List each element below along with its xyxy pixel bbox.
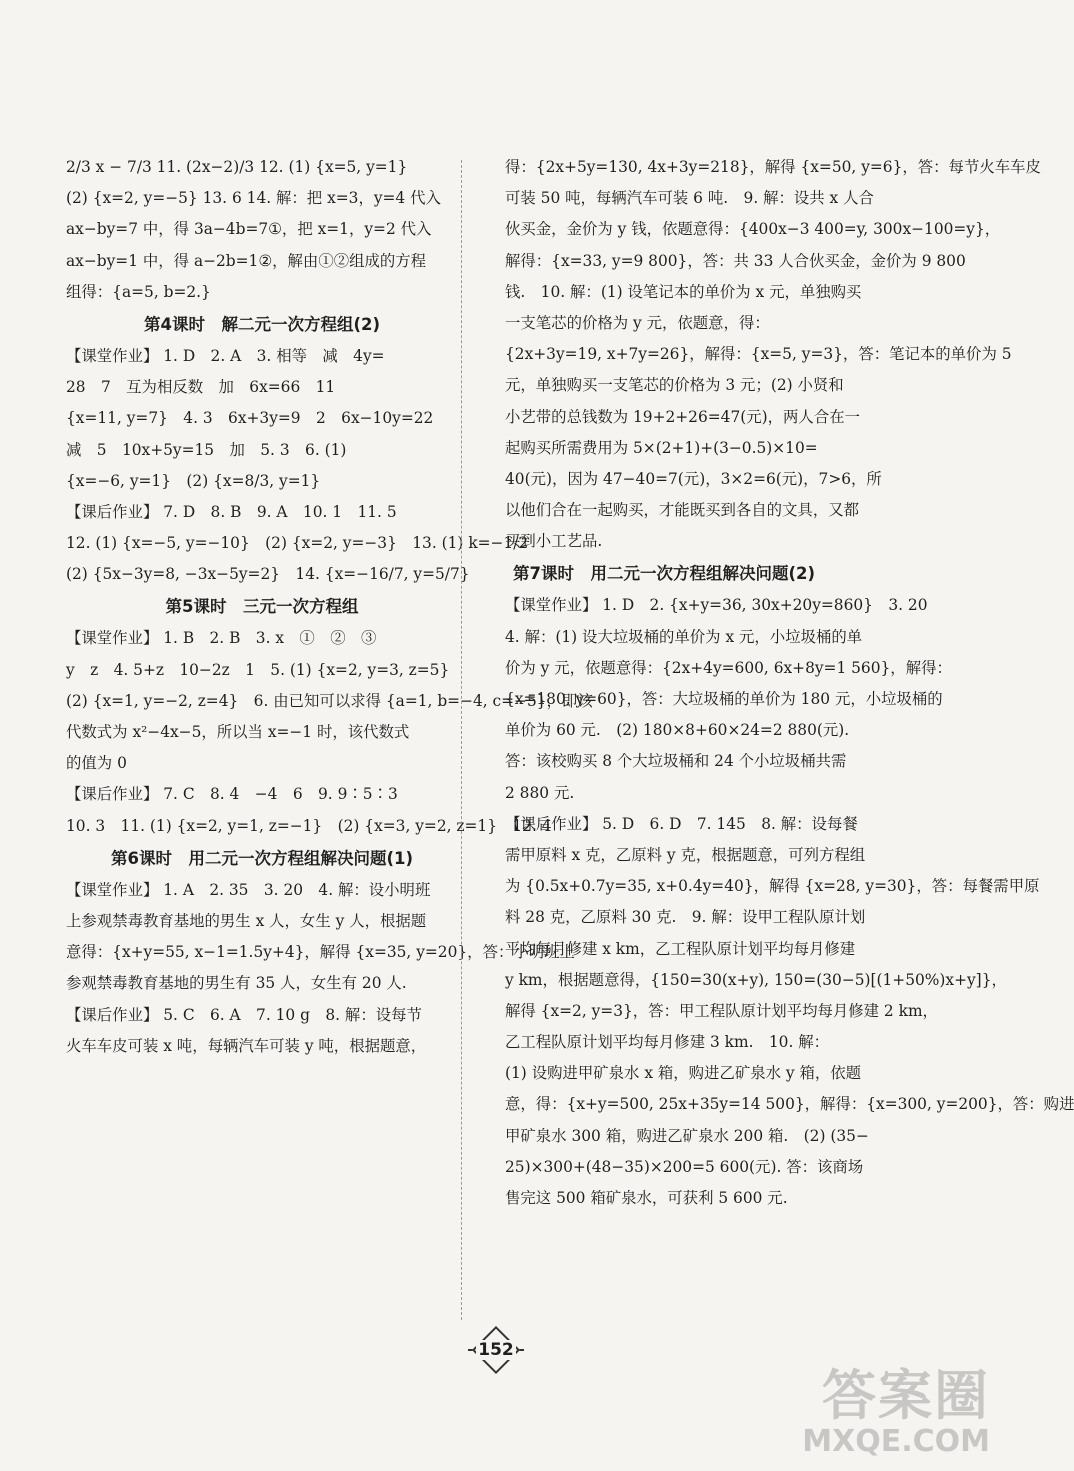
- text-line: 单价为 60 元. (2) 180×8+60×24=2 880(元).: [505, 721, 850, 740]
- text-line: 28 7 互为相反数 加 6x=66 11: [66, 378, 336, 397]
- text-line: 上参观禁毒教育基地的男生 x 人，女生 y 人，根据题: [66, 911, 427, 930]
- text-line: 4. 解：(1) 设大垃圾桶的单价为 x 元，小垃圾桶的单: [505, 627, 863, 646]
- text-line: 乙工程队原计划平均每月修建 3 km. 10. 解：: [505, 1033, 830, 1052]
- text-line: 元，单独购买一支笔芯的价格为 3 元；(2) 小贤和: [505, 376, 844, 395]
- lesson-6-body: [66, 875, 575, 1062]
- text-line: 【课堂作业】 1. D 2. {x+y=36, 30x+20y=860} 3. 20: [505, 596, 928, 615]
- watermark-text: 答案圈: [822, 1364, 990, 1427]
- right-column: [505, 152, 1074, 1214]
- lesson-4-body: [66, 341, 529, 591]
- text-line: 2/3 x − 7/3 11. (2x−2)/3 12. (1) {x=5, y=1}: [66, 158, 408, 176]
- lesson-7-heading: 第7课时 用二元一次方程组解决问题(2): [513, 564, 816, 584]
- text-line: 解得 {x=2, y=3}，答：甲工程队原计划平均每月修建 2 km，: [505, 1001, 938, 1020]
- text-line: (2) {x=2, y=−5} 13. 6 14. 解：把 x=3，y=4 代入: [66, 189, 441, 208]
- right-intro: [505, 152, 1041, 557]
- text-line: {x=−6, y=1} (2) {x=8/3, y=1}: [66, 471, 321, 490]
- text-line: {2x+3y=19, x+7y=26}，解得：{x=5, y=3}，答：笔记本的单价为 5: [505, 345, 1012, 364]
- text-line: 答：该校购买 8 个大垃圾桶和 24 个小垃圾桶共需: [505, 752, 847, 771]
- text-line: 【课堂作业】 1. B 2. B 3. x ① ② ③: [66, 629, 377, 648]
- text-line: 解得：{x=33, y=9 800}，答：共 33 人合伙买金，金价为 9 800: [505, 251, 966, 270]
- page-number-badge: [468, 1330, 524, 1370]
- text-line: 售完这 500 箱矿泉水，可获利 5 600 元.: [505, 1189, 788, 1207]
- text-line: 意得：{x+y=55, x−1=1.5y+4}，解得 {x=35, y=20}，答：小明班上: [66, 943, 575, 962]
- text-line: 10. 3 11. (1) {x=2, y=1, z=−1} (2) {x=3, y=2, z=1} 12. 4: [66, 816, 552, 835]
- text-line: 小艺带的总钱数为 19+2+26=47(元)，两人合在一: [505, 407, 860, 426]
- text-line: 减 5 10x+5y=15 加 5. 3 6. (1): [66, 440, 347, 459]
- text-line: 火车车皮可装 x 吨，每辆汽车可装 y 吨，根据题意，: [66, 1036, 427, 1055]
- text-line: 为 {0.5x+0.7y=35, x+0.4y=40}，解得 {x=28, y=30}，答：每餐需甲原: [505, 877, 1040, 896]
- left-intro: [66, 152, 458, 308]
- lesson-5-heading: 第5课时 三元一次方程组: [165, 597, 359, 617]
- text-line: 参观禁毒教育基地的男生有 35 人，女生有 20 人.: [66, 974, 407, 993]
- text-line: 【课后作业】 5. D 6. D 7. 145 8. 解：设每餐: [505, 814, 858, 833]
- text-line: 以他们合在一起购买，才能既买到各自的文具，又都: [505, 501, 859, 520]
- text-line: 得：{2x+5y=130, 4x+3y=218}，解得 {x=50, y=6}，答：每节火车车皮: [505, 158, 1041, 176]
- text-line: y km，根据题意得，{150=30(x+y), 150=(30−5)[(1+50%)x+y]}，: [505, 970, 1007, 989]
- text-line: 钱. 10. 解：(1) 设笔记本的单价为 x 元，单独购买: [505, 282, 862, 301]
- text-line: 12. (1) {x=−5, y=−10} (2) {x=2, y=−3} 13. (1) k=−1/2: [66, 534, 529, 553]
- text-line: 【课堂作业】 1. D 2. A 3. 相等 减 4y=: [66, 346, 385, 365]
- text-line: 买到小工艺品.: [505, 532, 603, 551]
- page-number: 152: [478, 1340, 514, 1360]
- text-line: (1) 设购进甲矿泉水 x 箱，购进乙矿泉水 y 箱，依题: [505, 1064, 862, 1083]
- text-line: 40(元)，因为 47−40=7(元)，3×2=6(元)，7>6，所: [505, 469, 882, 488]
- text-line: 的值为 0: [66, 754, 127, 773]
- text-line: 可装 50 吨，每辆汽车可装 6 吨. 9. 解：设共 x 人合: [505, 189, 874, 208]
- text-line: 2 880 元.: [505, 783, 575, 802]
- text-line: 料 28 克，乙原料 30 克. 9. 解：设甲工程队原计划: [505, 908, 866, 927]
- text-line: 代数式为 x²−4x−5，所以当 x=−1 时，该代数式: [66, 723, 410, 741]
- lesson-7-body: [505, 590, 1074, 1214]
- text-line: 价为 y 元，依题意得：{2x+4y=600, 6x+8y=1 560}，解得：: [505, 658, 952, 677]
- text-line: 甲矿泉水 300 箱，购进乙矿泉水 200 箱. (2) (35−: [505, 1126, 869, 1145]
- lesson-6-heading: 第6课时 用二元一次方程组解决问题(1): [110, 848, 414, 868]
- lesson-4-heading: 第4课时 解二元一次方程组(2): [143, 314, 381, 334]
- text-line: 【课堂作业】 1. A 2. 35 3. 20 4. 解：设小明班: [66, 880, 431, 899]
- text-line: ax−by=1 中，得 a−2b=1②，解由①②组成的方程: [66, 251, 427, 270]
- text-line: 组得：{a=5, b=2.}: [66, 282, 211, 301]
- text-line: 需甲原料 x 克，乙原料 y 克，根据题意，可列方程组: [505, 845, 866, 864]
- text-line: 伙买金，金价为 y 钱，依题意得：{400x−3 400=y, 300x−100=y}，: [505, 220, 1001, 239]
- column-divider: [461, 160, 462, 1320]
- text-line: 25)×300+(48−35)×200=5 600(元). 答：该商场: [505, 1157, 864, 1176]
- watermark-url: MXQE.COM: [802, 1424, 990, 1459]
- text-line: 起购买所需费用为 5×(2+1)+(3−0.5)×10=: [505, 438, 818, 457]
- watermark-logo: [802, 1353, 990, 1459]
- text-line: 一支笔芯的价格为 y 元，依题意，得：: [505, 313, 770, 332]
- text-line: 【课后作业】 5. C 6. A 7. 10 g 8. 解：设每节: [66, 1005, 422, 1024]
- text-line: 【课后作业】 7. C 8. 4 −4 6 9. 9∶5∶3: [66, 785, 398, 804]
- text-line: 平均每月修建 x km，乙工程队原计划平均每月修建: [505, 939, 856, 958]
- text-line: {x=180, y=60}，答：大垃圾桶的单价为 180 元，小垃圾桶的: [505, 690, 943, 708]
- text-line: 意，得：{x+y=500, 25x+35y=14 500}，解得：{x=300, y=200}，答：购进: [505, 1095, 1074, 1114]
- text-line: {x=11, y=7} 4. 3 6x+3y=9 2 6x−10y=22: [66, 409, 434, 428]
- text-line: 【课后作业】 7. D 8. B 9. A 10. 1 11. 5: [66, 502, 397, 521]
- text-line: y z 4. 5+z 10−2z 1 5. (1) {x=2, y=3, z=5}: [66, 660, 450, 679]
- text-line: (2) {5x−3y=8, −3x−5y=2} 14. {x=−16/7, y=5/7}: [66, 565, 470, 584]
- text-line: ax−by=7 中，得 3a−4b=7①，把 x=1，y=2 代入: [66, 220, 432, 239]
- text-line: (2) {x=1, y=−2, z=4} 6. 由已知可以求得 {a=1, b=−4, c=−5}，即该: [66, 691, 593, 710]
